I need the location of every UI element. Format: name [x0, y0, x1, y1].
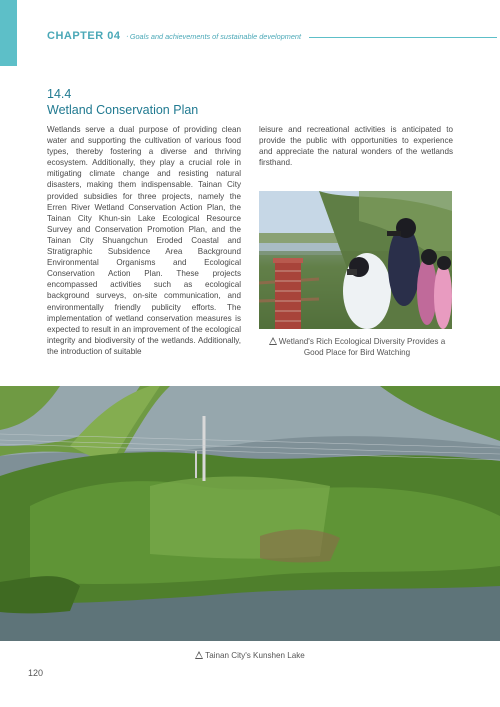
caption-triangle-icon — [195, 651, 203, 659]
section-title: Wetland Conservation Plan — [47, 103, 199, 117]
bird-caption-text: Wetland's Rich Ecological Diversity Provides a Good Place for Bird Watching — [278, 337, 446, 357]
bird-watching-photo — [259, 191, 452, 329]
body-text-right-column: leisure and recreational activities is anticipated to provide the public with opportunities to experience and appreciate the natural wonders of the wetlands firsthand. — [259, 125, 453, 168]
chapter-tab-accent — [0, 0, 17, 66]
chapter-label: CHAPTER 04 — [47, 30, 121, 42]
lake-caption-text: Tainan City's Kunshen Lake — [205, 651, 305, 660]
chapter-rule — [309, 37, 497, 38]
page-number: 120 — [28, 668, 44, 678]
bird-photo-caption — [262, 337, 452, 358]
chapter-header — [47, 29, 497, 43]
section-number: 14.4 — [47, 87, 72, 101]
caption-triangle-icon — [269, 337, 277, 345]
chapter-subtitle: ‧ Goals and achievements of sustainable development — [125, 31, 301, 41]
body-text-left-column: Wetlands serve a dual purpose of providing clean water and supporting the cultivation of various food types, thereby fostering a diverse and thriving ecosystem. Additionally, they play a crucial role in mitigating climate change and resisting natural disasters, making them indispensable. Tainan City provided subsidies for three projects, namely the Erren River Wetland Conservation Action Plan, the Tainan City Khun-sin Lake Ecological Resource Survey and Conservation Promotion Plan, and the Tainan City Shuangchun Eroded Coastal and Stratigraphic Subsidence Area Background Environmental Organisms and Ecological Conservation Action Plan. These projects encompassed activities such as ecological background surveys, on-site communication, and environmentally friendly publicity efforts. The implementation of wetland conservation measures is expected to result in an improvement of the ecological integrity and biodiversity of the wetlands. Additionally, the introduction of suitable — [47, 125, 241, 356]
lake-photo-caption — [150, 651, 350, 662]
kunshen-lake-aerial-photo — [0, 386, 500, 641]
